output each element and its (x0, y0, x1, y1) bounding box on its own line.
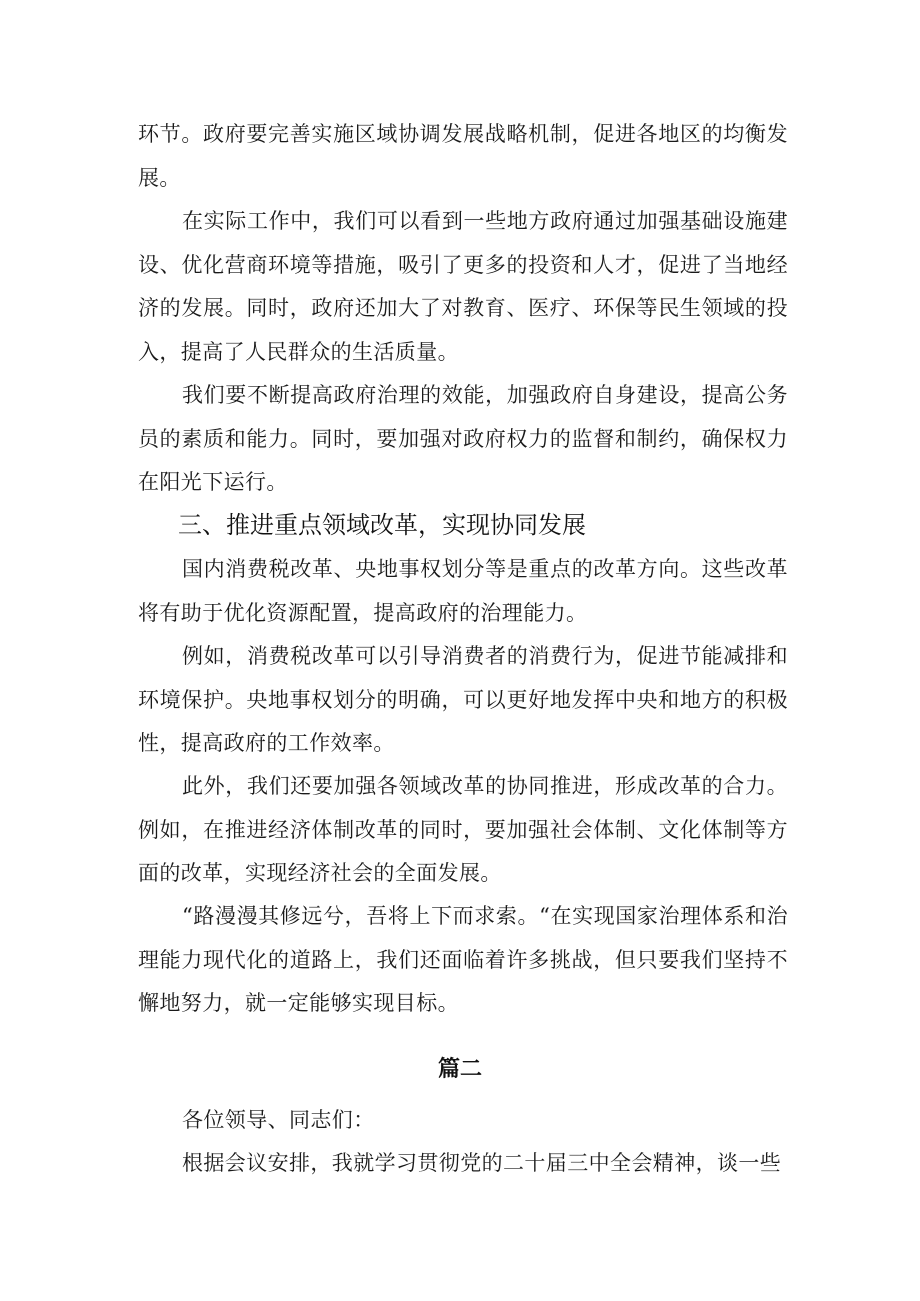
paragraph-reform-direction: 国内消费税改革、央地事权划分等是重点的改革方向。这些改革将有助于优化资源配置，提高政府的治理能力。 (138, 557, 788, 625)
paragraph-efficiency: 我们要不断提高政府治理的效能，加强政府自身建设，提高公务员的素质和能力。同时，要加强对政府权力的监督和制约，确保权力在阳光下运行。 (138, 383, 788, 494)
paragraph-opening: 根据会议安排，我就学习贯彻党的二十届三中全会精神，谈一些 (182, 1151, 782, 1175)
greeting-line: 各位领导、同志们： (182, 1108, 375, 1132)
paragraph-practice: 在实际工作中，我们可以看到一些地方政府通过加强基础设施建设、优化营商环境等措施，吸引了更多的投资和人才，促进了当地经济的发展。同时，政府还加大了对教育、医疗、环保等民生领域的投入，提高了人民群众的生活质量。 (138, 209, 788, 364)
paragraph-continued: 环节。政府要完善实施区域协调发展战略机制，促进各地区的均衡发展。 (138, 122, 788, 190)
section-title-part-two: 篇二 (437, 1057, 482, 1082)
section-heading-three: 三、推进重点领域改革，实现协同发展 (178, 511, 586, 539)
paragraph-example-tax: 例如，消费税改革可以引导消费者的消费行为，促进节能减排和环境保护。央地事权划分的明确，可以更好地发挥中央和地方的积极性，提高政府的工作效率。 (138, 644, 788, 755)
paragraph-coordination: 此外，我们还要加强各领域改革的协同推进，形成改革的合力。例如，在推进经济体制改革的同时，要加强社会体制、文化体制等方面的改革，实现经济社会的全面发展。 (138, 774, 788, 885)
paragraph-quote: “路漫漫其修远兮，吾将上下而求索。“在实现国家治理体系和治理能力现代化的道路上，我们还面临着许多挑战，但只要我们坚持不懈地努力，就一定能够实现目标。 (138, 904, 788, 1015)
